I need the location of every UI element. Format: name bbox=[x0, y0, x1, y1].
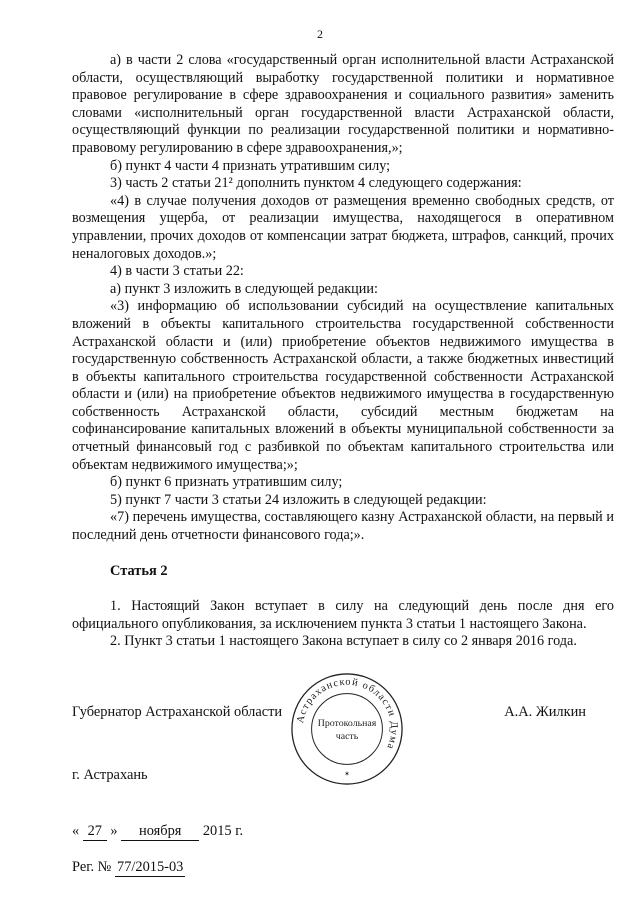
signatory-title: Губернатор Астраханской области bbox=[72, 704, 283, 720]
date-open-quote: « bbox=[72, 823, 80, 839]
seal-center-line2: часть bbox=[335, 730, 359, 742]
paragraph: б) пункт 4 части 4 признать утратившим силу; bbox=[110, 157, 391, 174]
paragraph: а) пункт 3 изложить в следующей редакции: bbox=[110, 280, 378, 297]
paragraph: «4) в случае получения доходов от размещения временно свободных средств, от возмещения ущерба, от реализации имущества, находящегося в оперативном управлении, прочих доходов от компенсации затрат бюджета, штрафов, санкций, прочих неналоговых доходов.»; bbox=[72, 192, 614, 262]
paragraph: «7) перечень имущества, составляющего казну Астраханской области, на первый и последний день отчетности финансового года;». bbox=[72, 509, 614, 544]
article-paragraph: 1. Настоящий Закон вступает в силу на следующий день после дня его официального опубликования, за исключением пункта 3 статьи 1 настоящего Закона. bbox=[72, 598, 614, 632]
seal-star-icon: ✶ bbox=[344, 770, 350, 779]
page-number: 2 bbox=[317, 27, 323, 41]
seal-ring-text: Астраханской области Дума bbox=[295, 676, 400, 752]
date-day: 27 bbox=[83, 823, 107, 841]
seal-center-line1: Протокольная bbox=[317, 718, 377, 730]
paragraph: 3) часть 2 статьи 21² дополнить пунктом 4 следующего содержания: bbox=[110, 175, 522, 192]
registration-label: Рег. № bbox=[72, 859, 112, 875]
date-month: ноября bbox=[121, 823, 199, 841]
document-body bbox=[72, 52, 614, 651]
paragraph: 5) пункт 7 части 3 статьи 24 изложить в следующей редакции: bbox=[110, 491, 487, 508]
article-paragraph: 2. Пункт 3 статьи 1 настоящего Закона вступает в силу со 2 января 2016 года. bbox=[110, 633, 577, 650]
signing-date bbox=[72, 823, 243, 841]
date-year: 2015 г. bbox=[202, 823, 244, 839]
paragraph: а) в части 2 слова «государственный орган исполнительной власти Астраханской области, осуществляющий выработку государственной политики и нормативное правовое регулирование в сфере здравоохранения и социального развития» заменить словами «исполнительный орган государственной власти Астраханской области, осуществляющий функции по реализации государственной политики и нормативно-правовому регулированию в сфере здравоохранения,»; bbox=[72, 52, 614, 156]
paragraph: «3) информацию об использовании субсидий на осуществление капитальных вложений в объекты капитального строительства государственной собственности Астраханской области и (или) приобретение объектов недвижимого имущества в государственную собственность Астраханской области, а также бюджетных инвестиций в объекты капитального строительства государственной собственности Астраханской области и (или) на приобретение объектов недвижимого имущества в государственную собственность Астраханской области, субсидий местным бюджетам на софинансирование капитальных вложений в объекты муниципальной собственности за отчетный финансовый год с разбивкой по объектам капитального строительства или объектам недвижимого имущества;»; bbox=[72, 298, 614, 473]
registration-number bbox=[72, 859, 185, 877]
official-seal-icon bbox=[288, 670, 406, 788]
signatory-name: А.А. Жилкин bbox=[504, 704, 586, 720]
city: г. Астрахань bbox=[72, 767, 148, 783]
date-close-quote: » bbox=[110, 823, 118, 839]
signature-block bbox=[72, 676, 614, 900]
article-heading: Статья 2 bbox=[110, 562, 168, 579]
registration-value: 77/2015-03 bbox=[117, 859, 184, 875]
paragraph: 4) в части 3 статьи 22: bbox=[110, 263, 244, 280]
paragraph: б) пункт 6 признать утратившим силу; bbox=[110, 474, 343, 491]
